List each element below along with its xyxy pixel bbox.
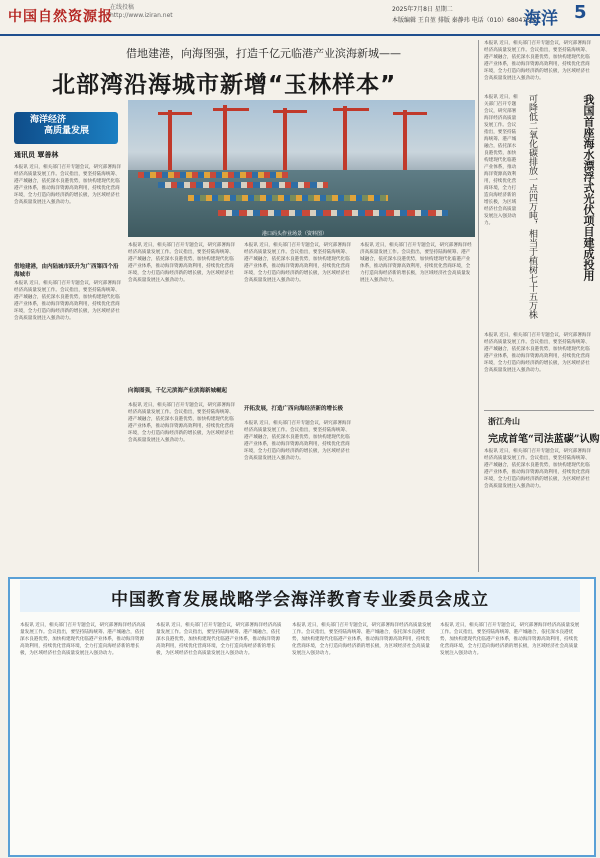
lead-col1-para2: 本报讯 近日，相关部门召开专题会议，研究部署海洋经济高质量发展工作。会议指出，要坚持陆海统筹、港产城融合，依托深水良港优势，加快构建现代化临港产业体系，推动海洋资源高效利用，持续优化营商环境，全力打造向海经济新的增长极，为区域经济社会高质量发展注入强劲动力。 — [14, 281, 122, 321]
column-badge-text — [30, 115, 89, 137]
bottom-col1: 本报讯 近日，相关部门召开专题会议，研究部署海洋经济高质量发展工作。会议指出，要坚持陆海统筹、港产城融合，依托深水良港优势，加快构建现代化临港产业体系，推动海洋资源高效利用，持续优化营商环境，全力打造向海经济新的增长极，为区域经济社会高质量发展注入强劲动力。 — [20, 623, 146, 656]
container-stack — [138, 172, 288, 178]
column-divider — [478, 40, 479, 572]
online-submission-url[interactable]: http://www.iziran.net — [110, 12, 173, 19]
crane-icon — [283, 108, 287, 170]
lead-col2-para1: 本报讯 近日，相关部门召开专题会议，研究部署海洋经济高质量发展工作。会议指出，要坚持陆海统筹、港产城融合，依托深水良港优势，加快构建现代化临港产业体系，推动海洋资源高效利用，持续优化营商环境，全力打造向海经济新的增长极，为区域经济社会高质量发展注入强劲动力。 — [128, 243, 236, 283]
crane-icon — [343, 106, 347, 170]
lead-col3-para2: 本报讯 近日，相关部门召开专题会议，研究部署海洋经济高质量发展工作。会议指出，要坚持陆海统筹、港产城融合，依托深水良港优势，加快构建现代化临港产业体系，推动海洋资源高效利用，持续优化营商环境，全力打造向海经济新的增长极，为区域经济社会高质量发展注入强劲动力。 — [244, 421, 352, 461]
crane-icon — [403, 110, 407, 170]
lead-col4-para1: 本报讯 近日，相关部门召开专题会议，研究部署海洋经济高质量发展工作。会议指出，要坚持陆海统筹、港产城融合，依托深水良港优势，加快构建现代化临港产业体系，推动海洋资源高效利用，持续优化营商环境，全力打造向海经济新的增长极，为区域经济社会高质量发展注入强劲动力。 — [360, 243, 472, 283]
container-stack — [188, 195, 388, 201]
issue-date: 2025年7月8日 星期二 — [392, 6, 453, 13]
bottom-col3: 本报讯 近日，相关部门召开专题会议，研究部署海洋经济高质量发展工作。会议指出，要坚持陆海统筹、港产城融合，依托深水良港优势，加快构建现代化临港产业体系，推动海洋资源高效利用，持续优化营商环境，全力打造向海经济新的增长极，为区域经济社会高质量发展注入强劲动力。 — [292, 623, 432, 656]
crane-icon — [158, 112, 192, 115]
crane-icon — [168, 110, 172, 170]
column-badge-line1: 海洋经济 — [30, 115, 67, 125]
side-headline: 我国首座海水漂浮式光伏项目建成投用 — [582, 94, 595, 281]
container-stack — [218, 210, 448, 216]
lead-subhead-1: 借地建港，由内陆城市跃升为广西第四个沿海城市 — [14, 264, 119, 278]
lead-col1-para1: 本报讯 近日，相关部门召开专题会议，研究部署海洋经济高质量发展工作。会议指出，要坚持陆海统筹、港产城融合，依托深水良港优势，加快构建现代化临港产业体系，推动海洋资源高效利用，持续优化营商环境，全力打造向海经济新的增长极，为区域经济社会高质量发展注入强劲动力。 — [14, 165, 122, 205]
bottom-col2: 本报讯 近日，相关部门召开专题会议，研究部署海洋经济高质量发展工作。会议指出，要坚持陆海统筹、港产城融合，依托深水良港优势，加快构建现代化临港产业体系，推动海洋资源高效利用，持续优化营商环境，全力打造向海经济新的增长极，为区域经济社会高质量发展注入强劲动力。 — [156, 623, 282, 656]
newspaper-name: 中国自然资源报 — [8, 9, 113, 25]
crane-icon — [213, 108, 249, 111]
lead-col3-para1: 本报讯 近日，相关部门召开专题会议，研究部署海洋经济高质量发展工作。会议指出，要坚持陆海统筹、港产城融合，依托深水良港优势，加快构建现代化临港产业体系，推动海洋资源高效利用，持续优化营商环境，全力打造向海经济新的增长极，为区域经济社会高质量发展注入强劲动力。 — [244, 243, 352, 283]
online-submission-label: 在线投稿 — [110, 4, 135, 11]
crane-icon — [333, 108, 369, 111]
side-subheadline: 可降低二氧化碳排放一点四万吨，相当于植树七十五万株 — [527, 94, 537, 319]
side-story2-kicker: 浙江舟山 — [488, 416, 520, 426]
online-submission[interactable] — [110, 4, 173, 20]
side-story-divider — [484, 410, 594, 411]
side-col-b: 本报讯 近日，相关部门召开专题会议，研究部署海洋经济高质量发展工作。会议指出，要坚持陆海统筹、港产城融合，依托深水良港优势，加快构建现代化临港产业体系，推动海洋资源高效利用，持续优化营商环境，全力打造向海经济新的增长极，为区域经济社会高质量发展注入强劲动力。 — [484, 333, 592, 373]
side-story2-title: 完成首笔“司法蓝碳”认购 — [488, 434, 600, 445]
lead-col2-para2: 本报讯 近日，相关部门召开专题会议，研究部署海洋经济高质量发展工作。会议指出，要坚持陆海统筹、港产城融合，依托深水良港优势，加快构建现代化临港产业体系，推动海洋资源高效利用，持续优化营商环境，全力打造向海经济新的增长极，为区域经济社会高质量发展注入强劲动力。 — [128, 403, 236, 443]
bottom-col4: 本报讯 近日，相关部门召开专题会议，研究部署海洋经济高质量发展工作。会议指出，要坚持陆海统筹、港产城融合，依托深水良港优势，加快构建现代化临港产业体系，推动海洋资源高效利用，持续优化营商环境，全力打造向海经济新的增长极，为区域经济社会高质量发展注入强劲动力。 — [440, 623, 580, 656]
port-photo — [128, 100, 475, 237]
crane-icon — [223, 105, 227, 170]
photo-sea — [128, 170, 475, 237]
container-stack — [158, 182, 328, 188]
side-story2-body: 本报讯 近日，相关部门召开专题会议，研究部署海洋经济高质量发展工作。会议指出，要坚持陆海统筹、港产城融合，依托深水良港优势，加快构建现代化临港产业体系，推动海洋资源高效利用，持续优化营商环境，全力打造向海经济新的增长极，为区域经济社会高质量发展注入强劲动力。 — [484, 449, 592, 489]
byline: 通讯员 覃善林 — [14, 150, 59, 159]
lead-kicker: 借地建港，向海图强，打造千亿元临港产业滨海新城—— — [126, 47, 401, 60]
section-name: 海洋 — [524, 9, 558, 29]
page-number: 5 — [574, 2, 587, 23]
column-badge-line2: 高质量发展 — [44, 126, 90, 136]
bottom-story-title: 中国教育发展战略学会海洋教育专业委员会成立 — [111, 590, 489, 610]
side-col-a: 本报讯 近日，相关部门召开专题会议，研究部署海洋经济高质量发展工作。会议指出，要坚持陆海统筹、港产城融合，依托深水良港优势，加快构建现代化临港产业体系，推动海洋资源高效利用，持续优化营商环境，全力打造向海经济新的增长极，为区域经济社会高质量发展注入强劲动力。 — [484, 95, 518, 226]
editor-credits: 本版编辑 王自堃 排版 秦静玮 电话（010）68047667 — [392, 17, 538, 24]
crane-icon — [273, 110, 307, 113]
crane-icon — [393, 112, 427, 115]
lead-subhead-2: 向海图强，千亿元滨海产业滨海新城崛起 — [128, 388, 228, 394]
lead-subhead-3: 开拓发展，打造广西向海经济新的增长极 — [244, 406, 344, 412]
side-intro-text: 本报讯 近日，相关部门召开专题会议，研究部署海洋经济高质量发展工作。会议指出，要坚持陆海统筹、港产城融合，依托深水良港优势，加快构建现代化临港产业体系，推动海洋资源高效利用，持续优化营商环境，全力打造向海经济新的增长极，为区域经济社会高质量发展注入强劲动力。 — [484, 41, 592, 81]
lead-headline: 北部湾沿海城市新增“玉林样本” — [52, 72, 397, 98]
photo-caption: 港口码头作业场景（资料图） — [262, 231, 328, 237]
